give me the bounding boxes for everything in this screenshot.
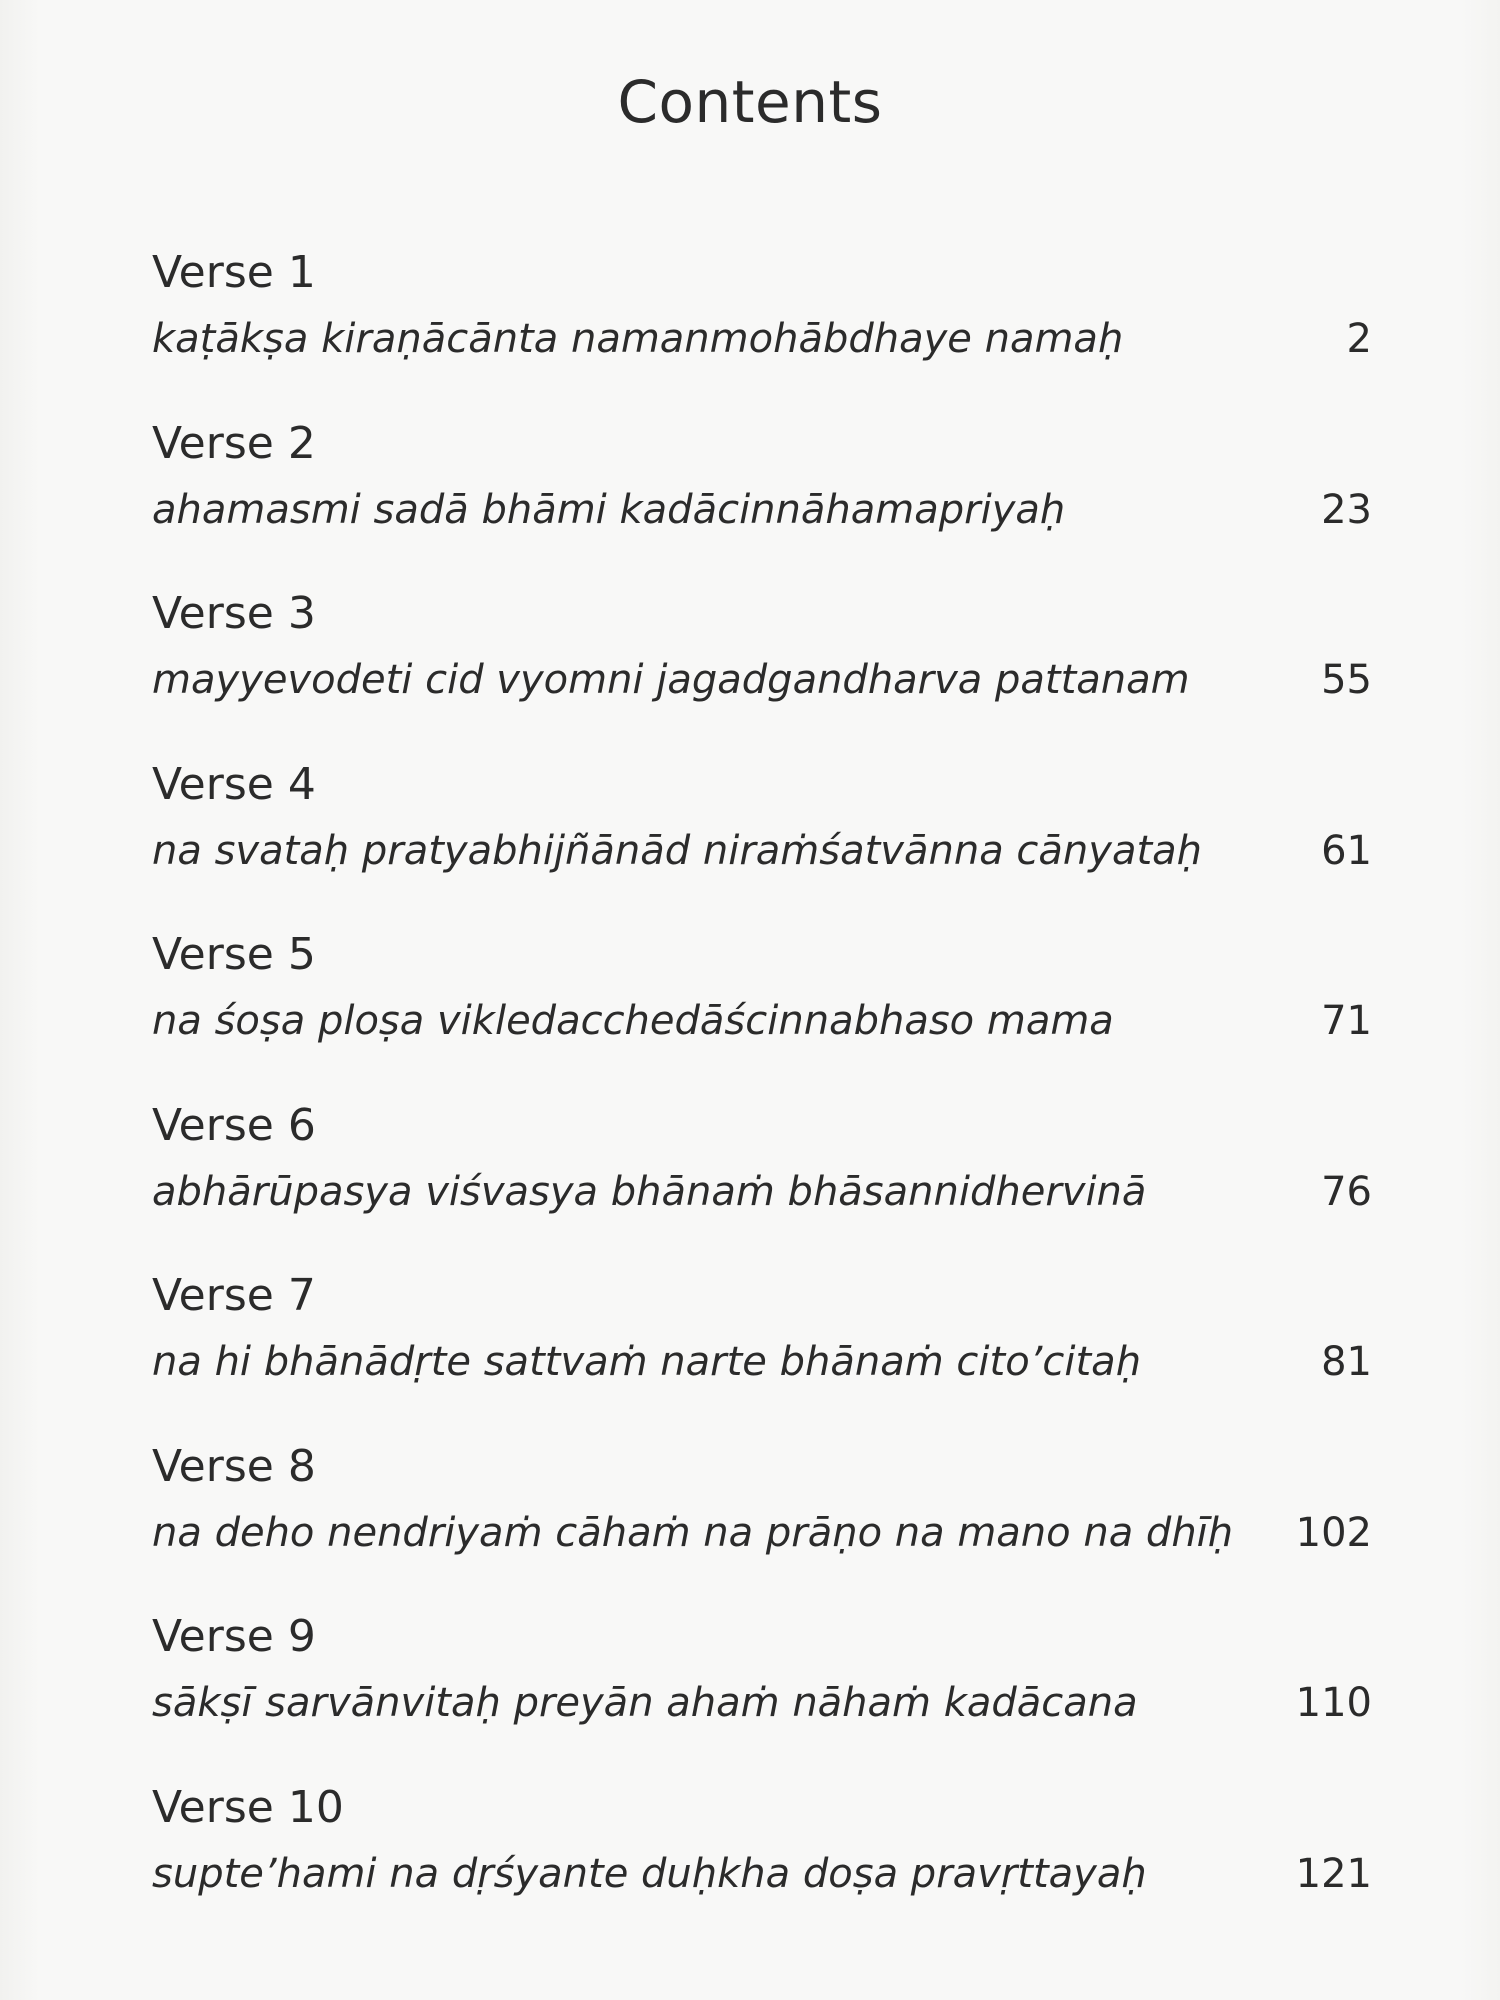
verse-text: na deho nendriyaṁ cāhaṁ na prāṇo na mano na dhīḥ [152, 1509, 1234, 1556]
page-number: 61 [1321, 827, 1372, 874]
toc-entry [152, 414, 1372, 585]
verse-heading: Verse 2 [152, 417, 316, 469]
page-number: 121 [1295, 1850, 1372, 1897]
verse-heading: Verse 1 [152, 247, 316, 298]
verse-heading: Verse 10 [152, 1781, 344, 1833]
page-number: 23 [1321, 486, 1372, 533]
verse-text: mayyevodeti cid vyomni jagadgandharva pattanam [152, 657, 1190, 703]
page-number: 102 [1295, 1509, 1372, 1556]
verse-heading: Verse 8 [152, 1440, 316, 1492]
toc-entry [152, 584, 1372, 755]
toc-entry [152, 1778, 1372, 1949]
verse-heading: Verse 6 [152, 1099, 316, 1151]
verse-text: na śoṣa ploṣa vikledacchedāścinnabhaso mama [152, 998, 1114, 1044]
verse-text: na hi bhānādṛte sattvaṁ narte bhānaṁ cito’citaḥ [152, 1339, 1142, 1385]
verse-text: sākṣī sarvānvitaḥ preyān ahaṁ nāhaṁ kadācana [152, 1680, 1138, 1726]
toc-entry [152, 925, 1372, 1096]
verse-text: abhārūpasya viśvasya bhānaṁ bhāsannidhervinā [152, 1168, 1147, 1215]
toc-entry [152, 1266, 1372, 1437]
page-number: 76 [1321, 1168, 1372, 1215]
page-number: 81 [1321, 1339, 1372, 1385]
verse-heading: Verse 9 [152, 1611, 316, 1662]
verse-heading: Verse 5 [152, 929, 316, 980]
page-number: 55 [1321, 657, 1372, 703]
verse-heading: Verse 7 [152, 1270, 316, 1321]
page-number: 110 [1295, 1680, 1372, 1726]
verse-text: ahamasmi sadā bhāmi kadācinnāhamapriyaḥ [152, 486, 1066, 533]
verse-text: na svataḥ pratyabhijñānād niraṁśatvānna cānyataḥ [152, 827, 1202, 874]
toc-entry [152, 1437, 1372, 1608]
toc-entry [152, 755, 1372, 926]
verse-text: supte’hami na dṛśyante duḥkha doṣa pravṛttayaḥ [152, 1850, 1147, 1897]
table-of-contents [152, 243, 1372, 1948]
toc-entry [152, 1096, 1372, 1267]
page-number: 71 [1321, 998, 1372, 1044]
verse-heading: Verse 4 [152, 758, 316, 810]
toc-entry [152, 1607, 1372, 1778]
verse-text: kaṭākṣa kiraṇācānta namanmohābdhaye namaḥ [152, 316, 1124, 362]
page-title: Contents [617, 68, 883, 136]
toc-entry [152, 243, 1372, 414]
page-number: 2 [1346, 316, 1372, 362]
verse-heading: Verse 3 [152, 588, 316, 639]
